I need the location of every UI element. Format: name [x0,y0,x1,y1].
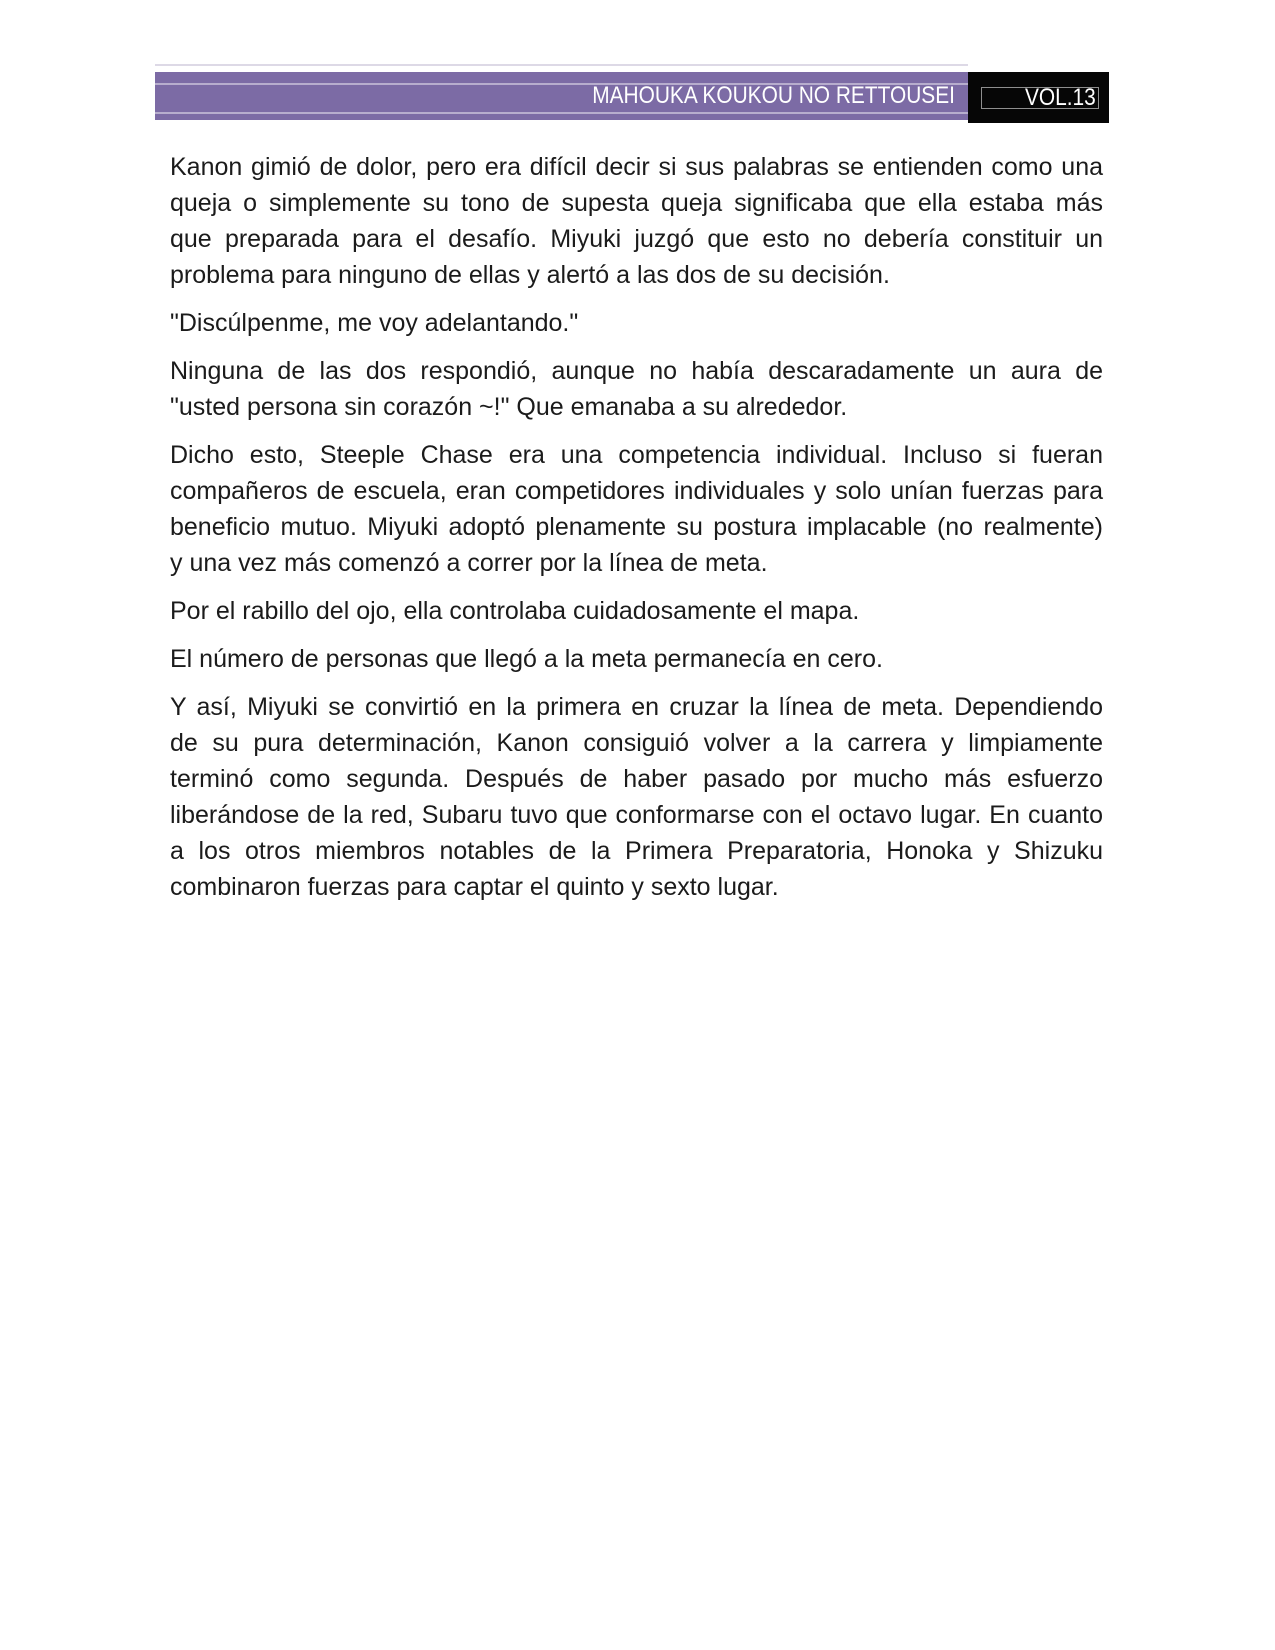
text-line: liberándose de la red, Subaru tuvo que conformarse con el octavo lugar. En cuanto [170,801,1103,829]
text-line: compañeros de escuela, eran competidores individuales y solo unían fuerzas para [170,477,1103,505]
paragraph [170,437,1103,581]
header-bar-inner-line-bottom [155,112,968,114]
text-line: "Discúlpenme, me voy adelantando." [170,309,579,337]
text-line: Kanon gimió de dolor, pero era difícil decir si sus palabras se entienden como una [170,153,1103,181]
paragraph [170,149,1103,293]
text-line: queja o simplemente su tono de supesta queja significaba que ella estaba más [170,189,1103,217]
volume-label: VOL.13 [1024,84,1096,111]
volume-badge-inner-frame [981,84,1099,111]
text-line: Y así, Miyuki se convirtió en la primera en cruzar la línea de meta. Dependiendo [170,693,1103,721]
text-line: beneficio mutuo. Miyuki adoptó plenamente su postura implacable (no realmente) [170,513,1103,541]
book-title: MAHOUKA KOUKOU NO RETTOUSEI [592,82,955,109]
text-line: "usted persona sin corazón ~!" Que emanaba a su alrededor. [170,393,848,421]
paragraph [170,593,1103,629]
text-line: Por el rabillo del ojo, ella controlaba cuidadosamente el mapa. [170,597,860,625]
header-title-bar [155,72,968,120]
text-line: a los otros miembros notables de la Primera Preparatoria, Honoka y Shizuku [170,837,1103,865]
text-line: y una vez más comenzó a correr por la línea de meta. [170,549,768,577]
volume-badge [968,72,1109,123]
paragraph [170,353,1103,425]
text-line: de su pura determinación, Kanon consiguió volver a la carrera y limpiamente [170,729,1103,757]
text-line: Ninguna de las dos respondió, aunque no había descaradamente un aura de [170,357,1103,385]
page-body-text [170,149,1103,917]
paragraph [170,305,1103,341]
paragraph [170,689,1103,905]
text-line: problema para ninguno de ellas y alertó a las dos de su decisión. [170,261,890,289]
text-line: terminó como segunda. Después de haber pasado por mucho más esfuerzo [170,765,1103,793]
text-line: El número de personas que llegó a la meta permanecía en cero. [170,645,883,673]
text-line: combinaron fuerzas para captar el quinto y sexto lugar. [170,873,779,901]
text-line: Dicho esto, Steeple Chase era una competencia individual. Incluso si fueran [170,441,1103,469]
header-top-rule [155,64,968,66]
paragraph [170,641,1103,677]
text-line: que preparada para el desafío. Miyuki juzgó que esto no debería constituir un [170,225,1103,253]
